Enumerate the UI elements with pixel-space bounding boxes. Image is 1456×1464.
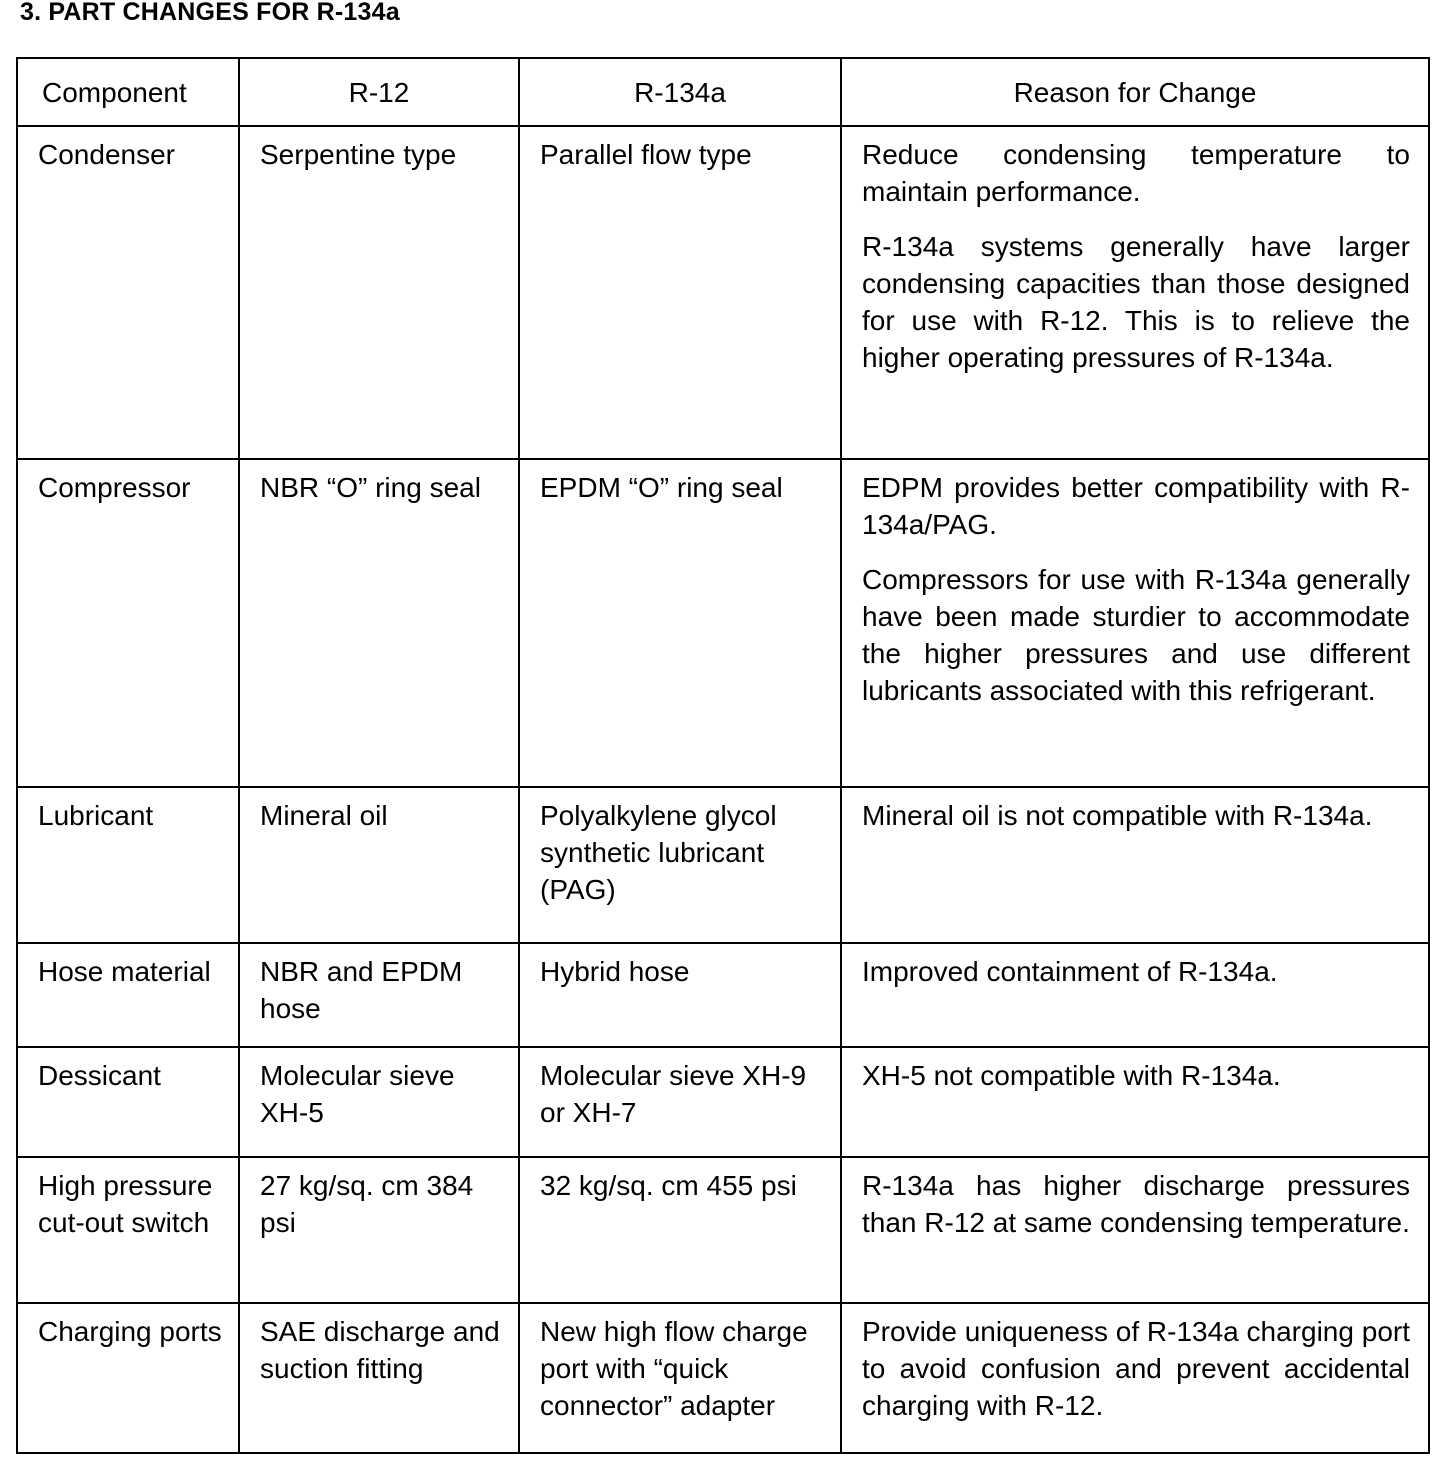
- table-row-hose-material: [17, 943, 1429, 1047]
- cell-component: Charging ports: [17, 1303, 239, 1453]
- table-row-compressor: [17, 459, 1429, 787]
- cell-r12: NBR “O” ring seal: [239, 459, 519, 787]
- header-row: [17, 58, 1429, 126]
- reason-paragraph: Reduce condensing temperature to maintain performance.: [862, 139, 1410, 207]
- cell-r12: Molecular sieve XH-5: [239, 1047, 519, 1157]
- reason-paragraph: Mineral oil is not compatible with R-134a.: [862, 800, 1373, 831]
- cell-component: High pressure cut-out switch: [17, 1157, 239, 1303]
- header-r12: R-12: [239, 58, 519, 126]
- cell-reason: [841, 1047, 1429, 1157]
- reason-paragraph: XH-5 not compatible with R-134a.: [862, 1060, 1281, 1091]
- table-row-lubricant: [17, 787, 1429, 943]
- reason-paragraph: R-134a systems generally have larger condensing capacities than those designed for use with R-12. This is to relieve the higher operating pressures of R-134a.: [862, 231, 1410, 373]
- cell-component: Dessicant: [17, 1047, 239, 1157]
- reason-paragraph: Provide uniqueness of R-134a charging port to avoid confusion and prevent accidental charging with R-12.: [862, 1316, 1410, 1421]
- cell-reason: [841, 787, 1429, 943]
- cell-r12: SAE discharge and suction fitting: [239, 1303, 519, 1453]
- table-row-charging-ports: [17, 1303, 1429, 1453]
- cell-reason: [841, 459, 1429, 787]
- part-changes-table: [16, 57, 1430, 1454]
- cell-r12: NBR and EPDM hose: [239, 943, 519, 1047]
- reason-paragraph: EDPM provides better compatibility with R-134a/PAG.: [862, 472, 1410, 540]
- cell-reason: [841, 1157, 1429, 1303]
- cell-r134a: EPDM “O” ring seal: [519, 459, 841, 787]
- cell-r134a: Molecular sieve XH-9 or XH-7: [519, 1047, 841, 1157]
- cell-r134a: New high flow charge port with “quick connector” adapter: [519, 1303, 841, 1453]
- table-row-dessicant: [17, 1047, 1429, 1157]
- cell-r12: 27 kg/sq. cm 384 psi: [239, 1157, 519, 1303]
- cell-reason: [841, 943, 1429, 1047]
- header-component: Component: [17, 58, 239, 126]
- table-row-condenser: [17, 126, 1429, 459]
- cell-r134a: Parallel flow type: [519, 126, 841, 459]
- cell-reason: [841, 126, 1429, 459]
- cell-r134a: 32 kg/sq. cm 455 psi: [519, 1157, 841, 1303]
- cell-component: Hose material: [17, 943, 239, 1047]
- cell-r134a: Hybrid hose: [519, 943, 841, 1047]
- reason-paragraph: Improved containment of R-134a.: [862, 956, 1278, 987]
- cell-reason: [841, 1303, 1429, 1453]
- header-reason: Reason for Change: [841, 58, 1429, 126]
- reason-paragraph: R-134a has higher discharge pressures than R-12 at same condensing temperature.: [862, 1170, 1410, 1238]
- table-row-high-pressure-switch: [17, 1157, 1429, 1303]
- page-title: 3. PART CHANGES FOR R-134a: [20, 0, 400, 26]
- cell-r134a: Polyalkylene glycol synthetic lubricant (PAG): [519, 787, 841, 943]
- header-r134a: R-134a: [519, 58, 841, 126]
- cell-component: Compressor: [17, 459, 239, 787]
- cell-r12: Serpentine type: [239, 126, 519, 459]
- reason-paragraph: Compressors for use with R-134a generally have been made sturdier to accommodate the higher pressures and use different lubricants associated with this refrigerant.: [862, 564, 1410, 706]
- cell-component: Lubricant: [17, 787, 239, 943]
- cell-component: Condenser: [17, 126, 239, 459]
- cell-r12: Mineral oil: [239, 787, 519, 943]
